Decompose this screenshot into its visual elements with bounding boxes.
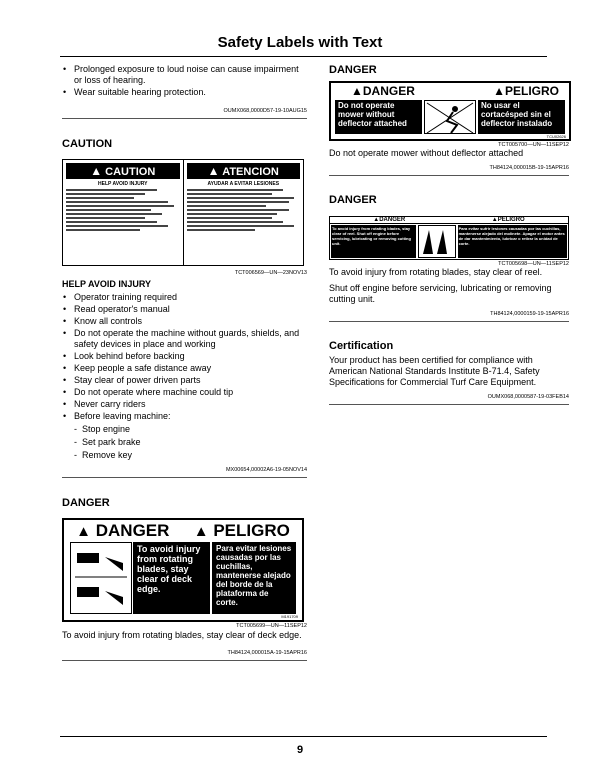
- danger2-heading: DANGER: [329, 194, 377, 206]
- divider: [329, 175, 569, 176]
- deflector-label-title-es: PELIGRO: [504, 84, 559, 98]
- reel-label-title-es: PELIGRO: [497, 217, 525, 223]
- warning-triangle-icon: ▲: [493, 84, 505, 98]
- deflector-label-text-es: No usar el cortacésped sin el deflector instalado: [478, 100, 565, 134]
- warning-triangle-icon: ▲: [76, 523, 92, 540]
- reel-label-text-es: Para evitar sufrir lesiones causadas por las cuchillas, mantenerse alejado del molinete. Apagar el motor antes de dar mantenimiento, lubricar o retirar la unidad de corte.: [458, 225, 567, 258]
- danger-label-text-es: Para evitar lesiones causadas por las cuchillas, mantenerse alejado del borde de la plataforma de corte.: [212, 542, 296, 614]
- list-item: • Wear suitable hearing protection.: [62, 87, 307, 98]
- caution-label-title-es: ATENCION: [222, 166, 279, 178]
- header-rule: [60, 56, 547, 57]
- list-item: - Stop engine: [62, 423, 307, 435]
- warning-triangle-icon: ▲: [207, 164, 220, 178]
- list-item: - Remove key: [62, 449, 307, 461]
- cert-text: Your product has been certified for compliance with American National Standards Institute B-71.4, Safety Specifications for Commercial Turf Care Equipment.: [329, 355, 540, 387]
- caution-fig-ref: TCT006569—UN—23NOV13: [234, 270, 307, 276]
- cert-heading: Certification: [329, 340, 394, 352]
- warning-triangle-icon: ▲: [193, 523, 209, 540]
- deflector-label-title: DANGER: [362, 84, 415, 98]
- danger2-fig-ref: TCT005698—UN—11SEP12: [498, 261, 569, 267]
- list-item: • Operator training required: [62, 292, 307, 303]
- caution-label-title: CAUTION: [105, 166, 156, 178]
- list-item: • Know all controls: [62, 316, 307, 327]
- label-code: TCU02626: [546, 134, 566, 139]
- danger1-text: Do not operate mower without deflector attached: [329, 148, 524, 158]
- danger1-heading: DANGER: [329, 64, 377, 76]
- page-title: Safety Labels with Text: [217, 34, 383, 51]
- left-column: [62, 64, 307, 661]
- divider: [329, 321, 569, 322]
- reel-label: [329, 216, 569, 260]
- label-code: M191709: [281, 614, 298, 619]
- danger-fig-ref: TCT005699—UN—11SEP12: [236, 623, 307, 629]
- list-item: • Do not operate where machine could tip: [62, 387, 307, 398]
- danger1-fig-ref: TCT005700—UN—11SEP12: [498, 142, 569, 148]
- caution-subheading: HELP AVOID INJURY: [62, 279, 152, 289]
- danger-deck-label: [62, 518, 304, 622]
- danger-label-text-en: To avoid injury from rotating blades, stay clear of deck edge.: [133, 542, 210, 614]
- danger1-ref: TH84124,000015B-19-15APR16: [489, 165, 569, 171]
- divider: [62, 477, 307, 478]
- caution-label-sub: HELP AVOID INJURY: [98, 181, 148, 187]
- list-item: • Before leaving machine:: [62, 411, 307, 422]
- caution-heading: CAUTION: [62, 138, 113, 150]
- caution-label-es: [184, 160, 304, 265]
- danger2-text1: To avoid injury from rotating blades, stay clear of reel.: [329, 267, 543, 277]
- label-text-lines: [66, 189, 180, 231]
- danger-ref: TH84124,000015A-19-15APR16: [227, 650, 307, 656]
- caution-label-en: [63, 160, 184, 265]
- reel-hand-icon: [418, 225, 456, 258]
- page-number: 9: [296, 744, 304, 756]
- cert-ref: OUMX068,0000587-19-03FEB14: [487, 394, 569, 400]
- list-item: • Look behind before backing: [62, 351, 307, 362]
- intro-ref: OUMX068,0000D57-19-10AUG15: [223, 108, 307, 114]
- intro-bullets: [62, 64, 307, 98]
- list-item: • Stay clear of power driven parts: [62, 375, 307, 386]
- danger-label-title: DANGER: [95, 521, 170, 540]
- divider: [62, 118, 307, 119]
- warning-triangle-icon: ▲: [373, 217, 380, 223]
- caution-ref: MX00654,00002A6-19-05NOV14: [225, 467, 307, 473]
- danger2-text2: Shut off engine before servicing, lubricating or removing cutting unit.: [329, 283, 552, 304]
- reel-label-header: [330, 217, 568, 224]
- danger-heading: DANGER: [62, 497, 110, 509]
- warning-triangle-icon: ▲: [491, 217, 498, 223]
- caution-sub-bullets: [62, 423, 307, 461]
- deflector-icon: [424, 100, 476, 134]
- list-item: • Do not operate the machine without guards, shields, and safety devices in place and working: [62, 328, 307, 350]
- danger-label-title-es: PELIGRO: [213, 521, 290, 540]
- danger2-ref: TH84124,0000159-19-15APR16: [490, 311, 569, 317]
- reel-label-text-en: To avoid injury from rotating blades, stay clear of reel. Shut off engine before servicing, lubricating or removing cutting unit.: [331, 225, 416, 258]
- caution-label-sub-es: AYUDAR A EVITAR LESIONES: [207, 181, 280, 187]
- right-column: [329, 64, 569, 405]
- caution-label: [62, 159, 304, 266]
- list-item: - Set park brake: [62, 436, 307, 448]
- list-item: • Read operator's manual: [62, 304, 307, 315]
- label-text-lines: [187, 189, 301, 231]
- warning-triangle-icon: ▲: [351, 84, 363, 98]
- caution-bullets: [62, 292, 307, 422]
- deflector-label-text-en: Do not operate mower without deflector attached: [335, 100, 422, 134]
- divider: [62, 660, 307, 661]
- danger-text: To avoid injury from rotating blades, stay clear of deck edge.: [62, 630, 302, 640]
- deflector-label-header: [331, 83, 569, 98]
- divider: [329, 404, 569, 405]
- deflector-label: [329, 81, 571, 141]
- footer-rule: [60, 736, 547, 737]
- list-item: • Prolonged exposure to loud noise can cause impairment or loss of hearing.: [62, 64, 307, 86]
- list-item: • Never carry riders: [62, 399, 307, 410]
- warning-triangle-icon: ▲: [90, 164, 103, 178]
- blade-hand-icon: [70, 542, 132, 614]
- reel-label-title: DANGER: [379, 217, 406, 223]
- list-item: • Keep people a safe distance away: [62, 363, 307, 374]
- danger-label-header: [64, 520, 302, 541]
